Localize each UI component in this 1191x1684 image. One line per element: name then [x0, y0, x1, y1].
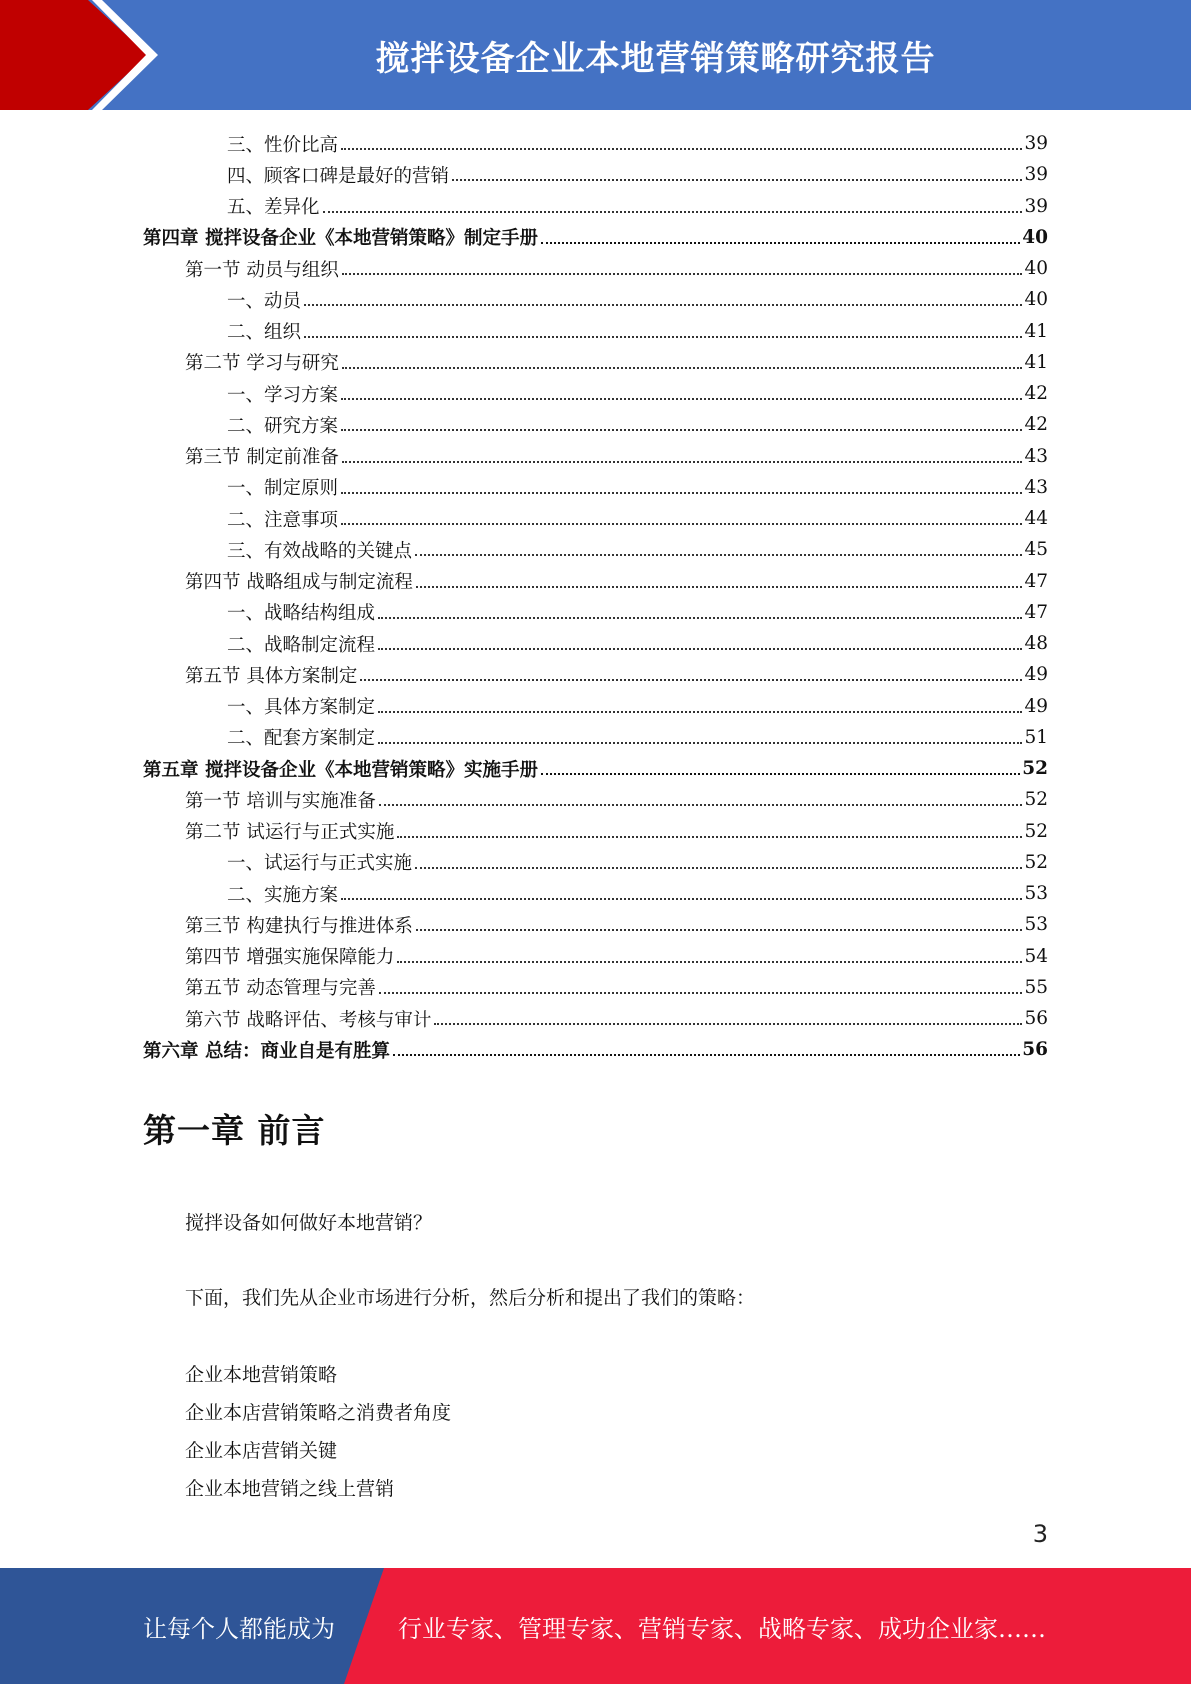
toc-entry[interactable] [143, 1003, 1048, 1034]
toc-entry-title: 五、差异化 [227, 197, 320, 219]
toc-entry-page: 52 [1022, 758, 1048, 780]
toc-entry-title: 第六章 总结：商业自是有胜算 [143, 1040, 390, 1062]
toc-entry-page: 44 [1024, 508, 1048, 530]
toc-entry-title: 第四章 搅拌设备企业《本地营销策略》制定手册 [143, 228, 538, 250]
toc-entry-title: 第三节 制定前准备 [185, 447, 339, 469]
toc-entry-page: 43 [1024, 476, 1048, 498]
toc-entry-page: 40 [1024, 258, 1048, 280]
toc-entry-page: 56 [1022, 1039, 1048, 1061]
toc-entry-title: 第三节 构建执行与推进体系 [185, 915, 413, 937]
list-item: 企业本地营销之线上营销 [185, 1478, 395, 1500]
toc-entry-title: 第五节 具体方案制定 [185, 665, 358, 687]
toc-dot-leader [304, 303, 1022, 306]
toc-dot-leader [342, 272, 1023, 275]
toc-dot-leader [341, 897, 1022, 900]
toc-entry[interactable] [143, 816, 1048, 847]
strategy-list [185, 1356, 451, 1508]
toc-dot-leader [397, 960, 1022, 963]
toc-entry-title: 一、学习方案 [227, 384, 339, 406]
toc-entry-page: 40 [1024, 289, 1048, 311]
red-arrow-shape [0, 0, 148, 110]
toc-entry-page: 41 [1024, 351, 1048, 373]
page-number: 3 [1032, 1520, 1048, 1548]
toc-entry[interactable] [143, 128, 1048, 159]
toc-dot-leader [341, 491, 1022, 494]
toc-entry[interactable] [143, 972, 1048, 1003]
toc-entry-title: 三、性价比高 [227, 134, 339, 156]
list-item: 企业本店营销策略之消费者角度 [185, 1402, 452, 1424]
toc-entry-page: 56 [1024, 1008, 1048, 1030]
toc-dot-leader [360, 678, 1022, 681]
toc-entry-page: 39 [1024, 195, 1048, 217]
toc-entry[interactable] [143, 253, 1048, 284]
toc-entry-title: 第二节 学习与研究 [185, 353, 339, 375]
toc-entry-title: 一、制定原则 [227, 478, 339, 500]
toc-dot-leader [378, 616, 1022, 619]
toc-entry[interactable] [143, 159, 1048, 190]
toc-entry[interactable] [143, 409, 1048, 440]
toc-dot-leader [416, 585, 1023, 588]
toc-entry-title: 二、注意事项 [227, 509, 339, 531]
toc-entry-page: 52 [1024, 789, 1048, 811]
toc-dot-leader [378, 710, 1022, 713]
toc-entry-title: 第二节 试运行与正式实施 [185, 822, 395, 844]
toc-dot-leader [304, 335, 1022, 338]
page-header [0, 0, 1191, 110]
toc-entry[interactable] [143, 847, 1048, 878]
toc-entry[interactable] [143, 503, 1048, 534]
toc-entry[interactable] [143, 222, 1048, 253]
chapter-heading: 第一章 前言 [143, 1111, 326, 1150]
page-footer [0, 1568, 1191, 1684]
toc-dot-leader [378, 647, 1022, 650]
toc-dot-leader [342, 366, 1023, 369]
toc-entry-page: 42 [1024, 383, 1048, 405]
toc-entry-page: 42 [1024, 414, 1048, 436]
toc-entry-title: 第六节 战略评估、考核与审计 [185, 1009, 432, 1031]
toc-entry[interactable] [143, 566, 1048, 597]
toc-entry-title: 二、战略制定流程 [227, 634, 376, 656]
toc-dot-leader [397, 835, 1022, 838]
toc-entry-page: 53 [1024, 883, 1048, 905]
toc-entry-title: 第一节 动员与组织 [185, 259, 339, 281]
toc-entry-page: 51 [1024, 726, 1048, 748]
toc-entry-page: 48 [1024, 633, 1048, 655]
toc-entry[interactable] [143, 347, 1048, 378]
toc-entry[interactable] [143, 472, 1048, 503]
toc-entry[interactable] [143, 878, 1048, 909]
toc-entry-page: 39 [1024, 133, 1048, 155]
toc-entry[interactable] [143, 191, 1048, 222]
toc-entry-page: 49 [1024, 664, 1048, 686]
toc-entry-page: 39 [1024, 164, 1048, 186]
toc-dot-leader [541, 241, 1020, 244]
toc-entry[interactable] [143, 597, 1048, 628]
toc-entry-title: 二、组织 [227, 322, 302, 344]
toc-entry[interactable] [143, 1034, 1048, 1065]
toc-dot-leader [341, 397, 1022, 400]
toc-entry-title: 一、具体方案制定 [227, 697, 376, 719]
toc-entry-page: 47 [1024, 570, 1048, 592]
toc-entry[interactable] [143, 378, 1048, 409]
toc-entry[interactable] [143, 284, 1048, 315]
toc-entry[interactable] [143, 441, 1048, 472]
toc-dot-leader [342, 460, 1023, 463]
report-title: 搅拌设备企业本地营销策略研究报告 [375, 38, 936, 79]
toc-entry[interactable] [143, 659, 1048, 690]
toc-entry[interactable] [143, 941, 1048, 972]
toc-entry-page: 52 [1024, 851, 1048, 873]
intro-paragraph: 下面，我们先从企业市场进行分析，然后分析和提出了我们的策略： [185, 1287, 756, 1309]
toc-entry-page: 49 [1024, 695, 1048, 717]
toc-entry-page: 43 [1024, 445, 1048, 467]
toc-entry-page: 55 [1024, 976, 1048, 998]
toc-entry-title: 第五节 动态管理与完善 [185, 978, 376, 1000]
toc-entry-page: 52 [1024, 820, 1048, 842]
toc-dot-leader [393, 1053, 1020, 1056]
toc-entry-page: 47 [1024, 601, 1048, 623]
toc-entry-title: 第一节 培训与实施准备 [185, 790, 376, 812]
toc-entry[interactable] [143, 909, 1048, 940]
toc-entry-title: 第四节 增强实施保障能力 [185, 947, 395, 969]
list-item: 企业本地营销策略 [185, 1364, 338, 1386]
toc-entry-page: 41 [1024, 320, 1048, 342]
toc-entry[interactable] [143, 722, 1048, 753]
footer-slogan: 让每个人都能成为 [143, 1614, 335, 1643]
table-of-contents [143, 128, 1048, 1066]
toc-entry-title: 第四节 战略组成与制定流程 [185, 572, 413, 594]
intro-question: 搅拌设备如何做好本地营销？ [185, 1212, 433, 1234]
toc-dot-leader [341, 428, 1022, 431]
toc-entry[interactable] [143, 316, 1048, 347]
toc-entry-title: 一、动员 [227, 290, 302, 312]
toc-entry[interactable] [143, 784, 1048, 815]
toc-dot-leader [341, 147, 1022, 150]
toc-dot-leader [541, 772, 1020, 775]
toc-entry[interactable] [143, 753, 1048, 784]
toc-dot-leader [378, 741, 1022, 744]
footer-roles: 行业专家、管理专家、营销专家、战略专家、成功企业家…… [398, 1614, 1046, 1643]
toc-dot-leader [434, 1022, 1022, 1025]
toc-entry[interactable] [143, 628, 1048, 659]
toc-entry-title: 二、配套方案制定 [227, 728, 376, 750]
toc-entry-page: 54 [1024, 945, 1048, 967]
toc-entry-title: 二、实施方案 [227, 884, 339, 906]
list-item: 企业本店营销关键 [185, 1440, 338, 1462]
toc-entry-title: 四、顾客口碑是最好的营销 [227, 165, 450, 187]
toc-dot-leader [341, 522, 1022, 525]
toc-entry[interactable] [143, 534, 1048, 565]
toc-dot-leader [416, 928, 1023, 931]
toc-dot-leader [415, 553, 1022, 556]
toc-entry-page: 45 [1024, 539, 1048, 561]
toc-entry-title: 一、战略结构组成 [227, 603, 376, 625]
toc-entry-title: 第五章 搅拌设备企业《本地营销策略》实施手册 [143, 759, 538, 781]
toc-entry-title: 一、试运行与正式实施 [227, 853, 413, 875]
toc-dot-leader [452, 178, 1022, 181]
toc-dot-leader [323, 210, 1023, 213]
toc-entry-page: 53 [1024, 914, 1048, 936]
toc-dot-leader [415, 866, 1022, 869]
toc-entry[interactable] [143, 691, 1048, 722]
toc-entry-title: 三、有效战略的关键点 [227, 540, 413, 562]
toc-dot-leader [379, 803, 1023, 806]
toc-entry-page: 40 [1022, 226, 1048, 248]
toc-entry-title: 二、研究方案 [227, 415, 339, 437]
toc-dot-leader [379, 991, 1023, 994]
